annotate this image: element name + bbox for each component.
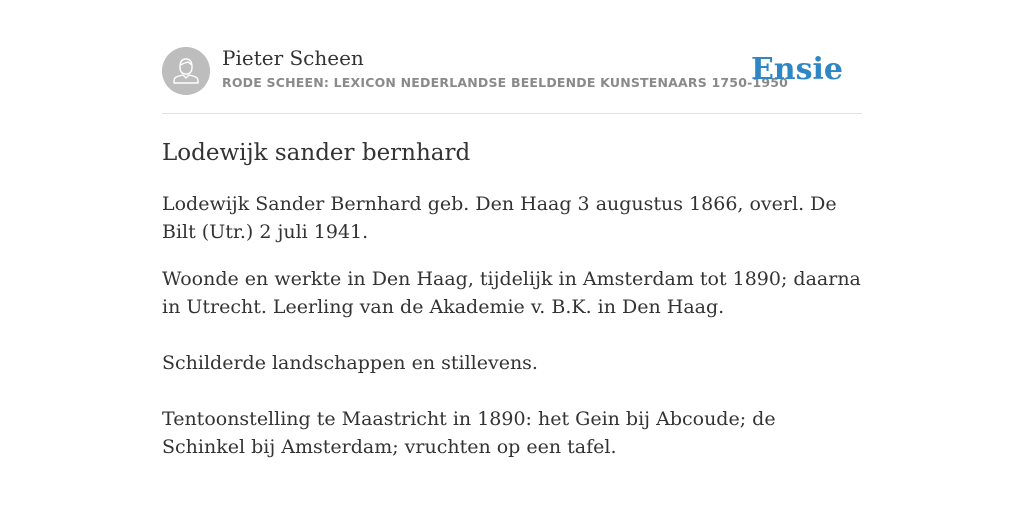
article-paragraph: Schilderde landschappen en stillevens. — [162, 352, 538, 374]
user-avatar-icon[interactable] — [162, 47, 210, 95]
article-paragraph: Lodewijk Sander Bernhard geb. Den Haag 3 augustus 1866, overl. De Bilt (Utr.) 2 juli 1941. — [162, 193, 837, 243]
article-paragraph: Woonde en werkte in Den Haag, tijdelijk in Amsterdam tot 1890; daarna in Utrecht. Leerling van de Akademie v. B.K. in Den Haag. — [162, 268, 861, 318]
article-title: Lodewijk sander bernhard — [162, 140, 471, 166]
article-body — [162, 190, 862, 461]
brand-logo[interactable]: Ensie — [750, 52, 843, 87]
author-name[interactable]: Pieter Scheen — [222, 46, 364, 70]
article-paragraph: Tentoonstelling te Maastricht in 1890: het Gein bij Abcoude; de Schinkel bij Amsterdam; vruchten op een tafel. — [162, 408, 776, 458]
header-divider — [162, 113, 862, 114]
source-label[interactable]: RODE SCHEEN: LEXICON NEDERLANDSE BEELDENDE KUNSTENAARS 1750-1950 — [222, 75, 789, 90]
article-header — [162, 46, 862, 96]
